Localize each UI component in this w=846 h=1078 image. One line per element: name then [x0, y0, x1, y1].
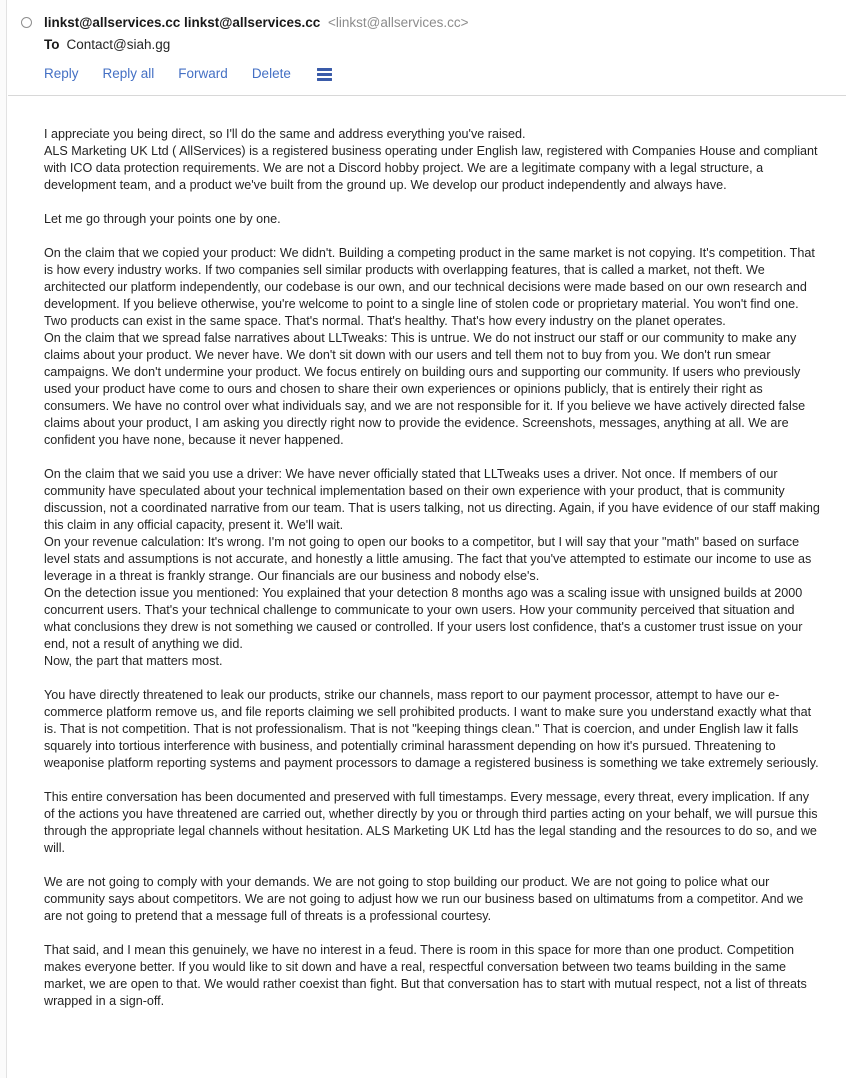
body-text: On the claim that we copied your product: We didn't. Building a competing product in the same market is not copying. It's competition. That is how every industry works. If two companies sell similar products with overlapping features, that is called a market, not theft. We architected our platform independently, our codebase is our own, and our technical decisions were made based on our own research and development. If you believe otherwise, you're welcome to point to a single line of stolen code or proprietary material. You won't find one. Two products can exist in the same space. That's normal. That's healthy. That's how every industry on the planet operates.	[44, 246, 815, 328]
message-header-text	[44, 14, 846, 83]
body-text: That said, and I mean this genuinely, we have no interest in a feud. There is room in this space for more than one product. Competition makes everyone better. If you would like to sit down and have a real, respectful conversation between two teams building in the same market, we are open to that. We would rather coexist than fight. But that conversation has to start with mutual respect, not a list of threats wrapped in a sign-off.	[44, 943, 807, 1008]
paragraph	[44, 942, 820, 1010]
body-text: ALS Marketing UK Ltd ( AllServices) is a registered business operating under English law, registered with Companies House and compliant with ICO data protection requirements. We are not a Discord hobby project. We are a legitimate company with a legal structure, a development team, and a product we've built from the ground up. We develop our product independently and always have.	[44, 144, 818, 192]
body-text: On your revenue calculation: It's wrong. I'm not going to open our books to a competitor, but I will say that your "math" based on surface level stats and assumptions is not accurate, and honestly a little amusing. The fact that you've attempted to estimate our income to use as leverage in a threat is frankly strange. Our financials are our business and nobody else's.	[44, 535, 812, 583]
sender-name[interactable]: linkst@allservices.cc linkst@allservices.cc	[44, 15, 321, 30]
menu-bar	[317, 78, 332, 81]
message-view	[8, 0, 846, 1027]
forward-button[interactable]: Forward	[178, 66, 228, 81]
body-text: We are not going to comply with your demands. We are not going to stop building our product. We are not going to police what our community says about competitors. We are not going to adjust how we run our business based on ultimatums from a competitor. And we are not going to pretend that a message full of threats is a professional courtesy.	[44, 875, 804, 923]
body-text: This entire conversation has been documented and preserved with full timestamps. Every message, every threat, every implication. If any of the actions you have threatened are carried out, whether directly by you or through third parties acting on your behalf, we will pursue this through the appropriate legal channels without hesitation. ALS Marketing UK Ltd has the legal standing and the resources to do so, and we will.	[44, 790, 818, 855]
paragraph	[44, 874, 820, 925]
body-text: Let me go through your points one by one.	[44, 212, 281, 226]
select-message-circle[interactable]	[21, 17, 32, 28]
to-label: To	[44, 37, 60, 52]
body-text: You have directly threatened to leak our products, strike our channels, mass report to our payment processor, attempt to have our e-commerce platform remove us, and file reports claiming we sell prohibited products. I want to make sure you understand exactly what that is. That is not competition. That is not professionalism. That is not "keeping things clean." That is coercion, and under English law it falls squarely into tortious interference with business, and potentially criminal harassment depending on how it's pursued. Threatening to weaponise platform reporting systems and payment processors to damage a registered business is something we take extremely seriously.	[44, 688, 819, 770]
paragraph	[44, 687, 820, 772]
body-text: On the claim that we spread false narratives about LLTweaks: This is untrue. We do not instruct our staff or our community to make any claims about your product. We never have. We don't sit down with our users and tell them not to buy from you. We don't run smear campaigns. We don't undermine your product. We focus entirely on building ours and supporting our community. If users who previously used your product have come to ours and chosen to share their own experiences or opinions publicly, that is entirely their right as consumers. We have no control over what individuals say, and we are not responsible for it. If you believe we have actively directed false claims about your product, I am asking you directly right now to provide the evidence. Screenshots, messages, anything at all. We are confident you have none, because it never happened.	[44, 331, 806, 447]
paragraph	[44, 126, 820, 194]
menu-bar	[317, 68, 332, 71]
reply-button[interactable]: Reply	[44, 66, 79, 81]
message-header	[8, 0, 846, 83]
pane-left-border	[0, 0, 7, 1078]
body-text: On the detection issue you mentioned: You explained that your detection 8 months ago was a scaling issue with unsigned builds at 2000 concurrent users. That's your technical challenge to communicate to your own users. How your community perceived that situation and what conclusions they drew is not something we caused or controlled. If your users lost confidence, that's a customer trust issue on your end, not a result of anything we did.	[44, 586, 803, 651]
recipient-address[interactable]: Contact@siah.gg	[66, 37, 171, 52]
paragraph	[44, 466, 820, 670]
menu-bar	[317, 73, 332, 76]
body-text: On the claim that we said you use a driver: We have never officially stated that LLTweaks uses a driver. Not once. If members of our community have speculated about your technical implementation based on their own experience with your product, that is community discussion, not a coordinated narrative from our team. That is users talking, not us directing. Again, if you have evidence of our staff making this claim in any official capacity, present it. We'll wait.	[44, 467, 820, 532]
paragraph	[44, 245, 820, 449]
recipient-line	[44, 36, 846, 54]
body-text: I appreciate you being direct, so I'll do the same and address everything you've raised.	[44, 127, 526, 141]
sender-address: <linkst@allservices.cc>	[328, 15, 469, 30]
paragraph	[44, 211, 820, 228]
hamburger-menu-icon[interactable]	[317, 67, 332, 82]
paragraph	[44, 789, 820, 857]
reply-all-button[interactable]: Reply all	[102, 66, 155, 81]
sender-line	[44, 14, 846, 32]
body-text: Now, the part that matters most.	[44, 654, 223, 668]
delete-button[interactable]: Delete	[251, 66, 291, 81]
email-body	[8, 96, 846, 1010]
message-action-bar	[44, 65, 846, 83]
